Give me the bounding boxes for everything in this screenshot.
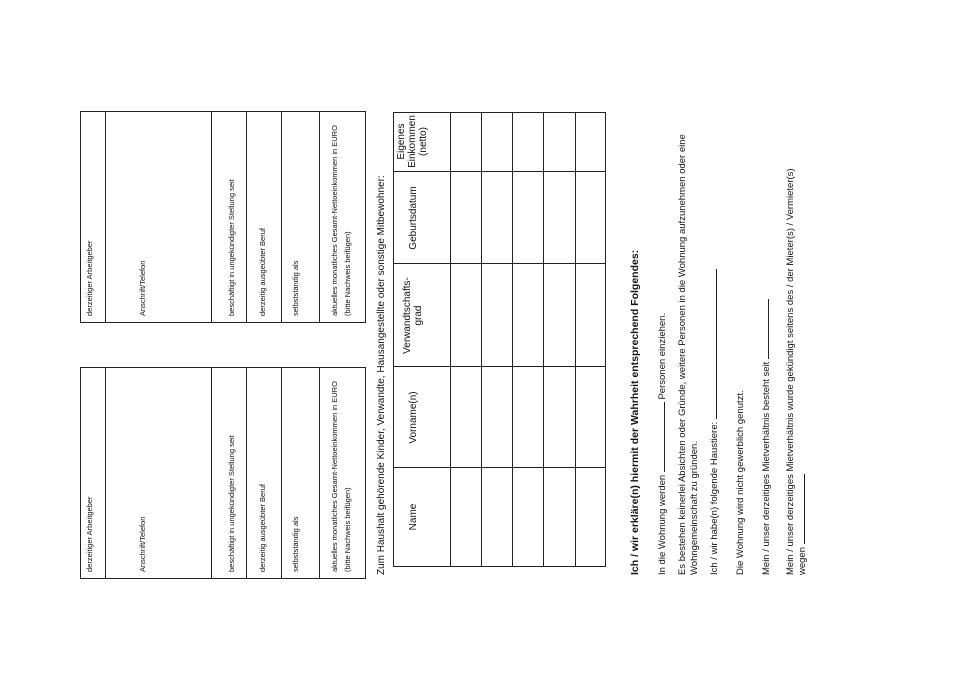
tenancy-since-label: Mein / unser derzeitiges Mietverhältnis besteht seit xyxy=(761,361,772,575)
address-label: Anschrift/Telefon xyxy=(138,260,147,316)
column-divider xyxy=(394,366,605,367)
pets-field[interactable] xyxy=(715,269,717,419)
column-header-name: Name xyxy=(408,503,419,531)
termination-reason-label: wegen xyxy=(797,547,808,575)
employer-label: derzeitiger Arbeitgeber xyxy=(85,496,94,572)
move-in-suffix: Personen einziehen. xyxy=(657,312,668,400)
household-table xyxy=(393,112,606,567)
column-divider xyxy=(394,467,605,468)
divider xyxy=(211,112,212,322)
termination-line-2 xyxy=(797,474,809,575)
divider xyxy=(319,368,320,578)
move-in-line xyxy=(657,313,669,575)
address-label: Anschrift/Telefon xyxy=(138,516,147,572)
household-intro: Zum Haushalt gehörende Kinder, Verwandte, Hausangestellte oder sonstige Mitbewohner: xyxy=(376,175,387,575)
employer-label: derzeitiger Arbeitgeber xyxy=(85,240,94,316)
divider xyxy=(319,112,320,322)
column-divider xyxy=(394,263,605,264)
employed-since-label: beschäftigt in ungekündigter Stellung seit xyxy=(227,179,236,316)
divider xyxy=(246,368,247,578)
divider xyxy=(105,368,106,578)
termination-line-1: Mein / unser derzeitiges Mietverhältnis wurde gekündigt seitens des / der Mieter(s) / Vermieter(s) xyxy=(785,168,796,575)
income-label: aktuelles monatliches Gesamt-Nettoeinkommen in EURO xyxy=(330,125,339,316)
applicant-2-table xyxy=(80,111,366,323)
tenancy-since-line xyxy=(761,299,773,575)
column-header-relation: Verwandtschafts- grad xyxy=(402,277,424,354)
applicant-1-table xyxy=(80,367,366,579)
no-intent-line-1: Es bestehen keinerlei Absichten oder Gründe, weitere Personen in die Wohnung aufzunehmen oder eine xyxy=(677,134,688,575)
divider xyxy=(211,368,212,578)
persons-count-field[interactable] xyxy=(663,402,665,472)
termination-reason-field[interactable] xyxy=(803,474,805,544)
commercial-use-statement: Die Wohnung wird nicht gewerblich genutzt. xyxy=(735,390,746,575)
tenancy-since-field[interactable] xyxy=(767,299,769,359)
pets-label: Ich / wir habe(n) folgende Haustiere: xyxy=(709,421,720,575)
employed-since-label: beschäftigt in ungekündigter Stellung seit xyxy=(227,435,236,572)
self-employed-label: selbstständig als xyxy=(291,516,300,572)
divider xyxy=(105,112,106,322)
row-divider xyxy=(481,113,482,566)
occupation-label: derzeitig ausgeübter Beruf xyxy=(258,228,267,316)
row-divider xyxy=(543,113,544,566)
column-header-income: Eigenes Einkommen (netto) xyxy=(396,115,429,168)
row-divider xyxy=(512,113,513,566)
row-divider xyxy=(450,113,451,566)
pets-line xyxy=(709,269,721,575)
declaration-heading: Ich / wir erkläre(n) hiermit der Wahrheit entsprechend Folgendes: xyxy=(629,249,641,575)
occupation-label: derzeitig ausgeübter Beruf xyxy=(258,484,267,572)
income-note: (bitte Nachweis beifügen) xyxy=(343,487,352,572)
divider xyxy=(246,112,247,322)
self-employed-label: selbstständig als xyxy=(291,260,300,316)
column-header-birthdate: Geburtsdatum xyxy=(408,186,419,250)
income-label: aktuelles monatliches Gesamt-Nettoeinkommen in EURO xyxy=(330,381,339,572)
no-intent-line-2: Wohngemeinschaft zu gründen. xyxy=(689,441,700,575)
income-note: (bitte Nachweis beifügen) xyxy=(343,231,352,316)
row-divider xyxy=(575,113,576,566)
divider xyxy=(281,368,282,578)
divider xyxy=(281,112,282,322)
move-in-prefix: In die Wohnung werden xyxy=(657,474,668,575)
column-header-first-name: Vorname(n) xyxy=(408,391,419,444)
